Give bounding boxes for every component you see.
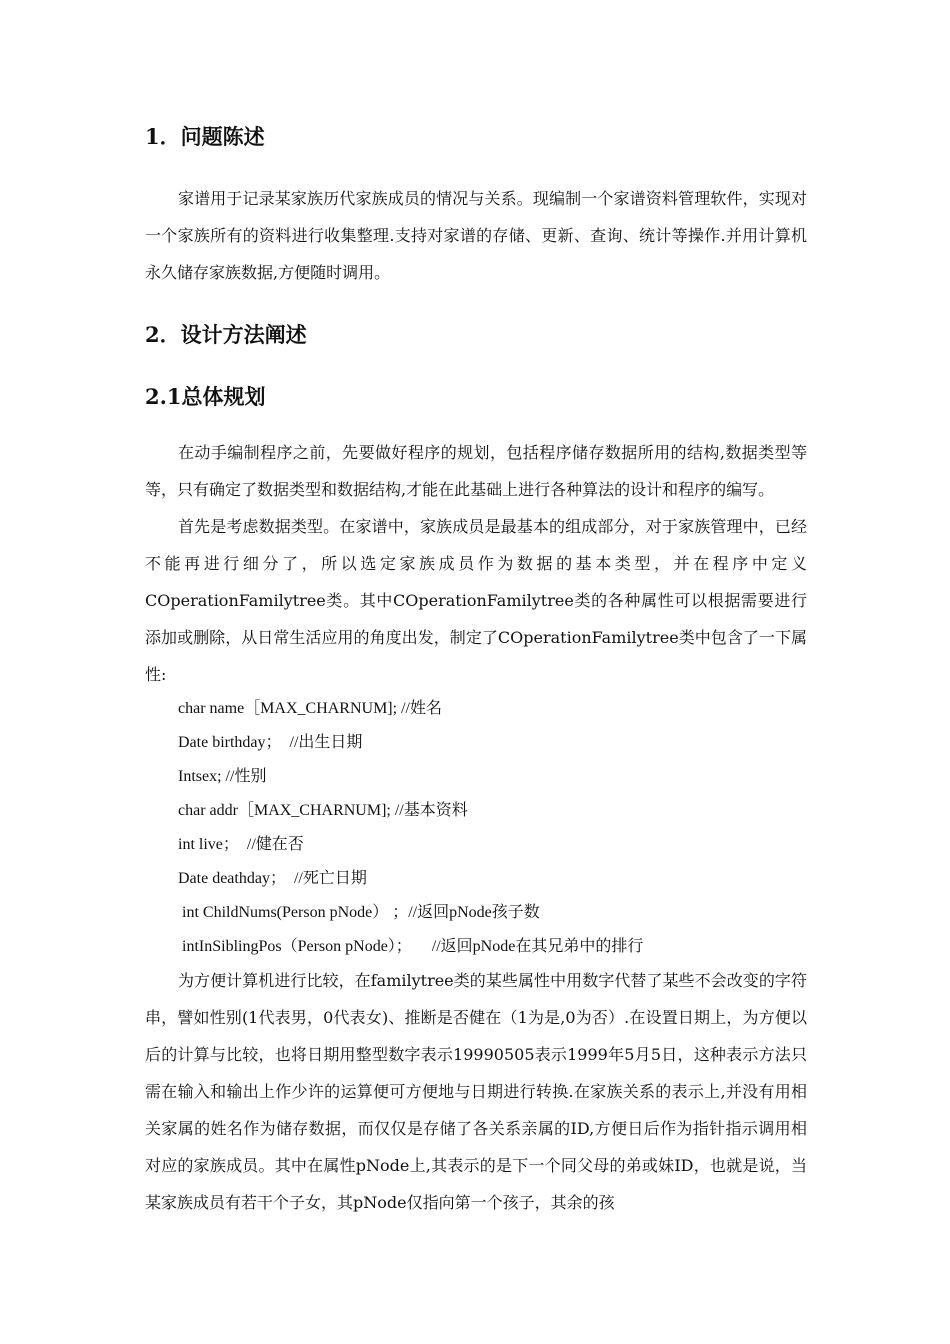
paragraph-comparison: 为方便计算机进行比较，在familytree类的某些属性中用数字代替了某些不会改变的字符串，譬如性别(1代表男，0代表女)、推断是否健在（1为是,0为否）.在设置日期上，为方便以后的计算与比较，也将日期用整型数字表示19990505表示1999年5月5日，这种表示方法只需在输入和输出上作少许的运算便可方便地与日期进行转换.在家族关系的表示上,并没有用相关家属的姓名作为储存数据，而仅仅是存储了各关系亲属的ID,方便日后作为指针指示调用相对应的家族成员。其中在属性pNode上,其表示的是下一个同父母的弟或妹ID，也就是说，当某家族成员有若干个子女，其pNode仅指向第一个孩子，其余的孩: [145, 971, 807, 1212]
code-line-addr: char addr［MAX_CHARNUM]; //基本资料: [178, 802, 468, 819]
heading-problem-statement: 1．问题陈述: [145, 124, 265, 149]
code-line-insiblingpos: intInSiblingPos（Person pNode）； //返回pNode在其兄弟中的排行: [182, 938, 644, 955]
code-line-sex: Intsex; //性别: [178, 768, 267, 785]
code-line-deathday: Date deathday； //死亡日期: [178, 870, 367, 887]
paragraph-plan: 在动手编制程序之前，先要做好程序的规划，包括程序储存数据所用的结构,数据类型等等，只有确定了数据类型和数据结构,才能在此基础上进行各种算法的设计和程序的编写。: [145, 443, 807, 499]
heading-overall-plan: 2.1总体规划: [145, 384, 266, 409]
paragraph-intro: 家谱用于记录某家族历代家族成员的情况与关系。现编制一个家谱资料管理软件，实现对一个家族所有的资料进行收集整理.支持对家谱的存储、更新、查询、统计等操作.并用计算机永久储存家族数据,方便随时调用。: [145, 189, 807, 282]
code-line-live: int live； //健在否: [178, 836, 304, 853]
code-line-childnums: int ChildNums(Person pNode） ；//返回pNode孩子数: [182, 904, 540, 921]
heading-design-method: 2．设计方法阐述: [145, 322, 307, 347]
code-line-birthday: Date birthday； //出生日期: [178, 734, 363, 751]
code-line-name: char name［MAX_CHARNUM]; //姓名: [178, 700, 442, 717]
paragraph-data-types: 首先是考虑数据类型。在家谱中，家族成员是最基本的组成部分，对于家族管理中，已经不能再进行细分了，所以选定家族成员作为数据的基本类型，并在程序中定义COperationFamilytree类。其中COperationFamilytree类的各种属性可以根据需要进行添加或删除，从日常生活应用的角度出发，制定了COperationFamilytree类中包含了一下属性:: [145, 517, 807, 684]
